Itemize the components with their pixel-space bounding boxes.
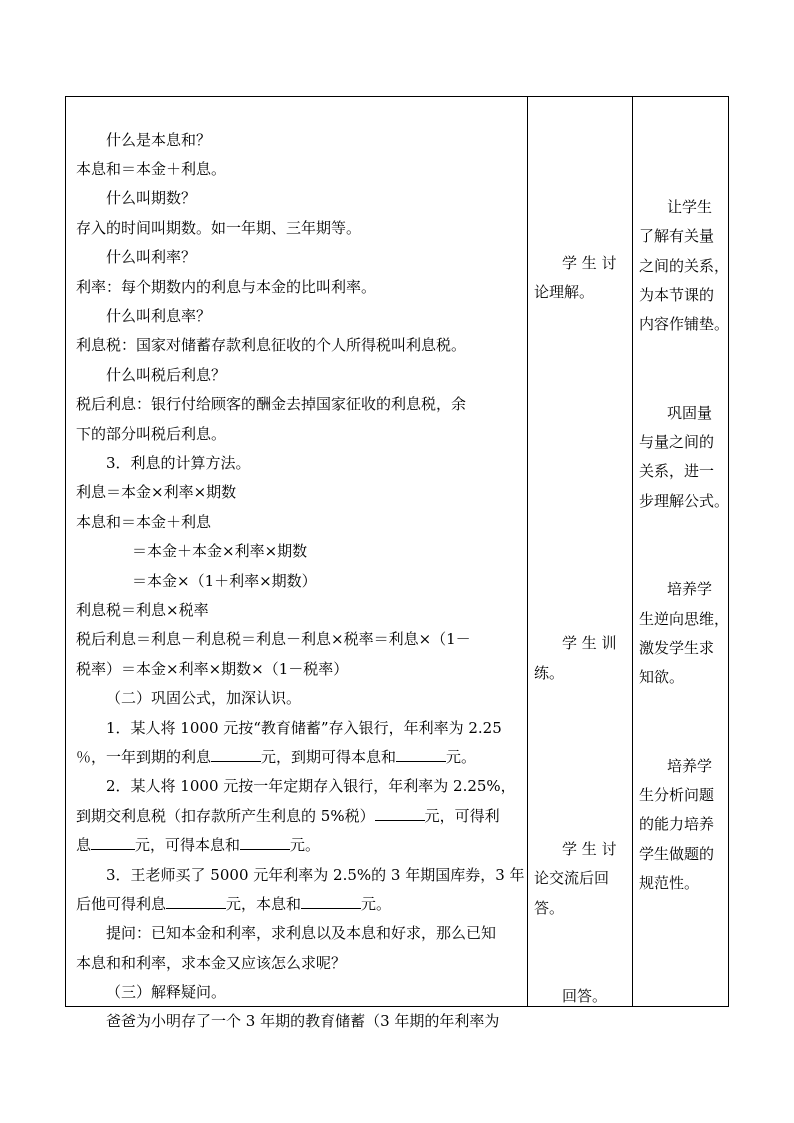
intent-text: 生分析问题 <box>639 786 715 804</box>
intent-text: 激发学生求 <box>639 639 715 657</box>
answer-blank <box>240 835 290 850</box>
intent-text: 规范性。 <box>639 874 700 892</box>
intent-text: 之间的关系， <box>639 257 730 275</box>
section-heading: （二）巩固公式，加深认识。 <box>106 689 302 707</box>
exercise-line: 1．某人将 1000 元按“教育储蓄”存入银行，年利率为 2.25 <box>106 719 502 737</box>
intent-text: 知欲。 <box>639 668 685 686</box>
formula-line: 本息和＝本金＋利息 <box>76 513 212 531</box>
teaching-content-column <box>66 97 527 1030</box>
exercise-line: 到期交利息税（扣存款所产生利息的 5%税） 元，可得利 <box>76 807 500 825</box>
formula-line: ＝本金×（1＋利率×期数） <box>132 572 317 590</box>
intent-text: 与量之间的 <box>639 433 715 451</box>
student-activity-column <box>528 97 632 1006</box>
text-line: 什么叫利率？ <box>106 248 197 266</box>
design-intent-column <box>633 97 730 1006</box>
text-line: 利率：每个期数内的利息与本金的比叫利率。 <box>76 278 377 296</box>
text-line: 本息和＝本金＋利息。 <box>76 160 227 178</box>
formula-line: 利息税＝利息×税率 <box>76 601 209 619</box>
text-line: 什么叫税后利息？ <box>106 366 227 384</box>
exercise-line: 2．某人将 1000 元按一年定期存入银行，年利率为 2.25%， <box>106 777 516 795</box>
exercise-line: 息 元，可得本息和 元。 <box>76 836 321 854</box>
exercise-line: 3．王老师买了 5000 元年利率为 2.5%的 3 年期国库券，3 年 <box>106 866 525 884</box>
activity-text: 学 生 讨 <box>562 840 617 858</box>
activity-text: 论交流后回 <box>534 869 610 887</box>
text-line: 税后利息：银行付给顾客的酬金去掉国家征收的利息税，余 <box>76 395 467 413</box>
formula-line: ＝本金＋本金×利率×期数 <box>132 542 308 560</box>
activity-text: 回答。 <box>562 987 608 1005</box>
answer-blank <box>91 835 135 850</box>
intent-text: 了解有关量 <box>639 227 715 245</box>
text-line: 什么叫利息率？ <box>106 307 212 325</box>
question-line: 本息和和利率，求本金又应该怎么求呢？ <box>76 954 347 972</box>
text-line: 存入的时间叫期数。如一年期、三年期等。 <box>76 219 362 237</box>
intent-text: 让学生 <box>667 198 713 216</box>
answer-blank <box>301 894 361 909</box>
formula-line: 税后利息＝利息－利息税＝利息－利息×税率＝利息×（1－ <box>76 630 471 648</box>
activity-text: 学 生 讨 <box>562 254 617 272</box>
activity-text: 论理解。 <box>534 283 595 301</box>
text-line: 什么是本息和？ <box>106 131 212 149</box>
intent-text: 生逆向思维， <box>639 610 730 628</box>
answer-blank <box>166 894 226 909</box>
text-line: 下的部分叫税后利息。 <box>76 425 227 443</box>
question-line: 提问：已知本金和利率，求利息以及本息和好求，那么已知 <box>106 924 497 942</box>
lesson-table <box>65 96 730 1030</box>
activity-text: 练。 <box>534 664 565 682</box>
intent-text: 为本节课的 <box>639 286 715 304</box>
intent-text: 内容作铺垫。 <box>639 315 730 333</box>
text-line: 爸爸为小明存了一个 3 年期的教育储蓄（3 年期的年利率为 <box>106 1012 500 1030</box>
formula-line: 税率）＝本金×利率×期数×（1－税率） <box>76 660 349 678</box>
intent-text: 步理解公式。 <box>639 492 730 510</box>
activity-text: 学 生 训 <box>562 634 617 652</box>
section-heading: （三）解释疑问。 <box>106 983 227 1001</box>
text-line: 利息税：国家对储蓄存款利息征收的个人所得税叫利息税。 <box>76 336 467 354</box>
exercise-line: 后他可得利息 元，本息和 元。 <box>76 895 392 913</box>
exercise-line: ％，一年到期的利息 元，到期可得本息和 元。 <box>76 748 477 766</box>
answer-blank <box>211 747 261 762</box>
text-line: 什么叫期数？ <box>106 189 197 207</box>
activity-text: 答。 <box>534 899 565 917</box>
intent-text: 关系，进一 <box>639 462 715 480</box>
intent-text: 培养学 <box>667 757 713 775</box>
intent-text: 的能力培养 <box>639 815 715 833</box>
intent-text: 学生做题的 <box>639 845 715 863</box>
answer-blank <box>375 806 425 821</box>
formula-line: 利息＝本金×利率×期数 <box>76 483 237 501</box>
answer-blank <box>396 747 446 762</box>
intent-text: 培养学 <box>667 580 713 598</box>
intent-text: 巩固量 <box>667 404 713 422</box>
text-line: 3．利息的计算方法。 <box>106 454 251 472</box>
